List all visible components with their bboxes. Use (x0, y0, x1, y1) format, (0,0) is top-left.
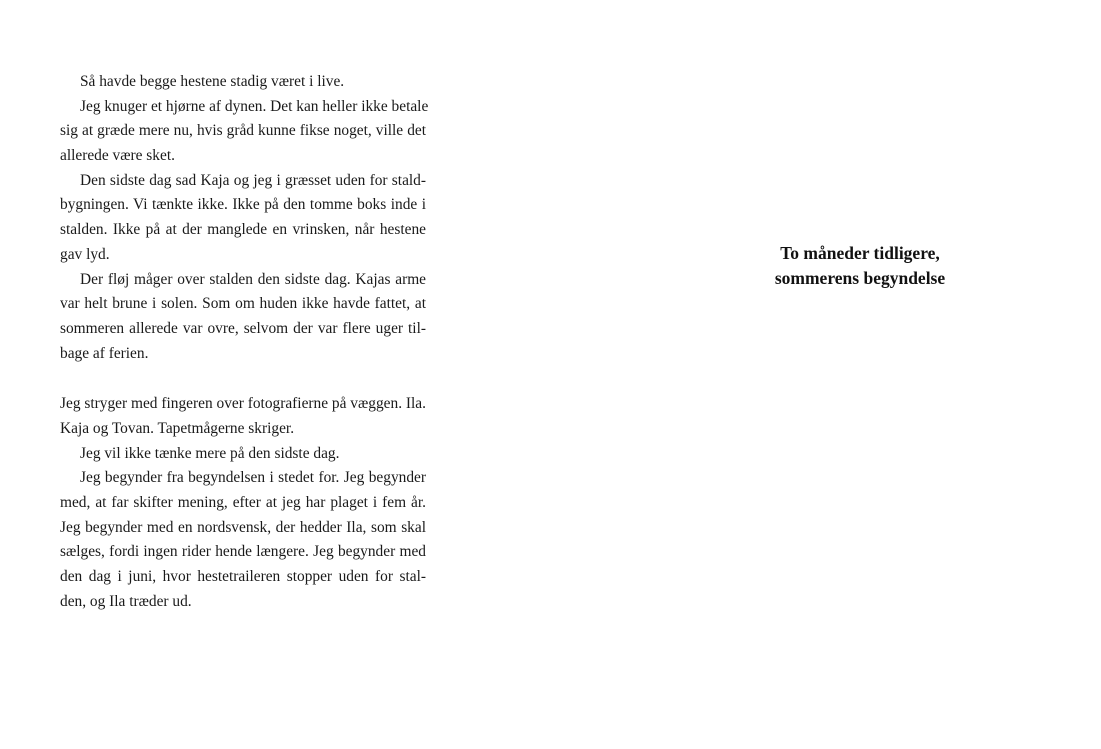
paragraph (60, 70, 426, 95)
text-line: Jeg begynder med en nordsvensk, der hedder Ila, som skal (60, 518, 426, 536)
text-line: Der fløj måger over stalden den sidste dag. Kajas arme (80, 270, 426, 288)
text-line: sommeren allerede var ovre, selvom der var flere uger til- (60, 319, 426, 337)
chapter-heading-line: sommerens begyndelse (774, 267, 946, 288)
text-line: med, at far skifter mening, efter at jeg har plaget i fem år. (60, 494, 426, 511)
text-line: Jeg begynder fra begyndelsen i stedet for. Jeg begynder (80, 469, 426, 487)
text-line: allerede være sket. (60, 147, 175, 165)
chapter-heading-line: To måneder tidligere, (780, 243, 940, 263)
paragraph (60, 442, 426, 467)
text-line: Kaja og Tovan. Tapetmågerne skriger. (60, 419, 295, 437)
text-line: bygningen. Vi tænkte ikke. Ikke på den tomme boks inde i (60, 196, 426, 214)
text-line: Den sidste dag sad Kaja og jeg i græsset uden for stald- (80, 171, 426, 189)
paragraph (60, 466, 426, 614)
section-break (60, 366, 426, 392)
text-line: var helt brune i solen. Som om huden ikke havde fattet, at (60, 295, 426, 313)
right-page (660, 241, 1060, 290)
text-line: den dag i juni, hvor hestetraileren stopper uden for stal- (60, 568, 426, 586)
text-line: Jeg knuger et hjørne af dynen. Det kan heller ikke betale (80, 97, 429, 115)
paragraph (60, 169, 426, 268)
text-line: sælges, fordi ingen rider hende længere. Jeg begynder med (60, 543, 426, 561)
text-line: Jeg vil ikke tænke mere på den sidste dag. (80, 444, 340, 462)
chapter-heading (660, 241, 1060, 290)
text-line: stalden. Ikke på at der manglede en vrinsken, når hestene (60, 221, 426, 239)
paragraph (60, 268, 426, 367)
text-line: sig at græde mere nu, hvis gråd kunne fikse noget, ville det (60, 122, 426, 140)
paragraph (60, 392, 426, 441)
text-line: Så havde begge hestene stadig været i live. (80, 73, 345, 90)
paragraph (60, 95, 429, 169)
left-page (60, 70, 429, 614)
text-line: gav lyd. (60, 245, 110, 263)
text-line: Jeg stryger med fingeren over fotografierne på væggen. Ila. (60, 395, 426, 413)
text-line: den, og Ila træder ud. (60, 592, 192, 610)
text-line: bage af ferien. (60, 344, 149, 362)
